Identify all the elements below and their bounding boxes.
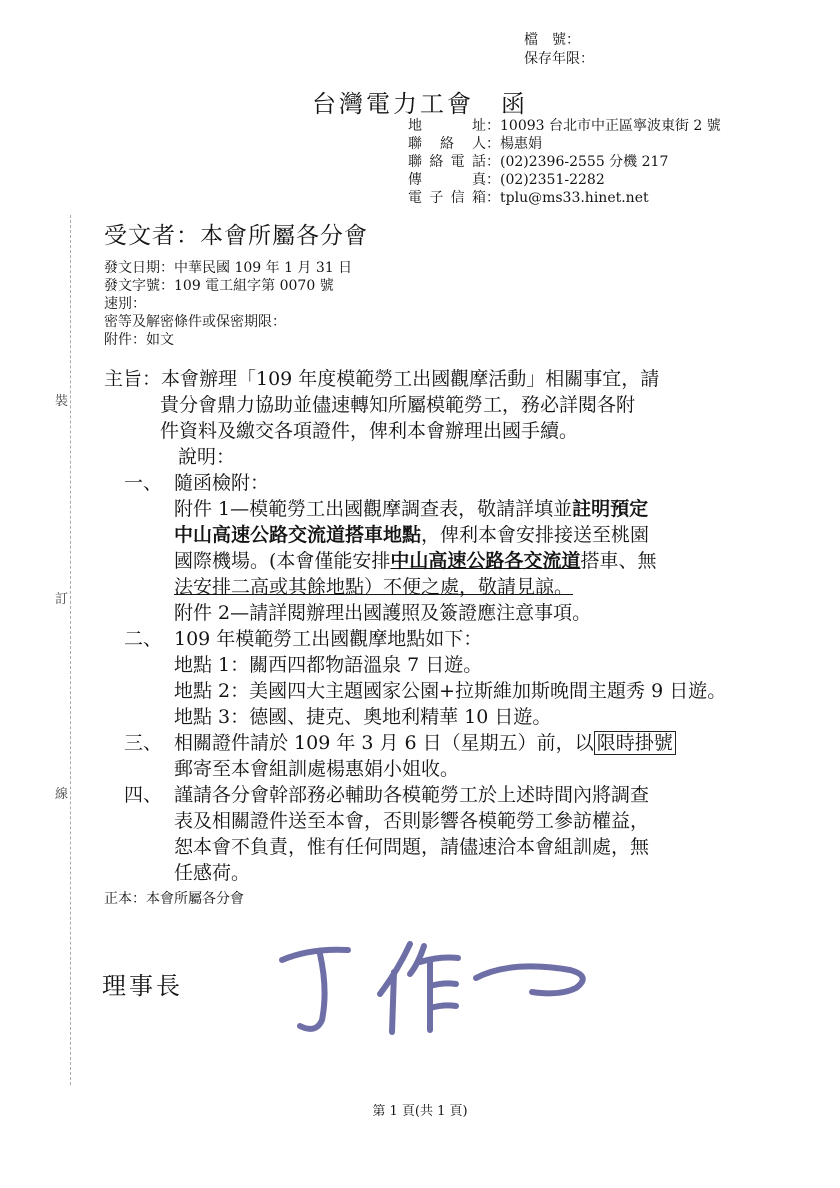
item-four-line-1: 謹請各分會幹部務必輔助各模範勞工於上述時間內將調查 — [174, 784, 650, 806]
org-contact-person-row: 聯 絡 人：楊惠娟 — [408, 136, 542, 152]
item-number: 一、 — [124, 472, 163, 494]
subject-line-2: 貴分會鼎力協助並儘速轉知所屬模範勞工，務必詳閱各附 — [160, 394, 636, 416]
handwritten-signature — [270, 930, 610, 1040]
explanation-label: 說明： — [178, 446, 236, 468]
item-four-line-4: 任感荷。 — [174, 862, 251, 884]
org-email-row: 電子信箱：tplu@ms33.hinet.net — [408, 190, 649, 206]
item-number: 二、 — [124, 628, 163, 650]
location-3: 地點 3：德國、捷克、奧地利精華 10 日遊。 — [174, 706, 552, 728]
subject-line-3: 件資料及繳交各項證件，俾利本會辦理出國手續。 — [160, 420, 579, 442]
attachment-1-line-2: 中山高速公路交流道搭車地點，俾利本會安排接送至桃園 — [174, 524, 650, 546]
retention-period-label: 保存年限： — [524, 51, 594, 67]
attachment-1-line-4: 法安排二高或其餘地點）不便之處，敬請見諒。 — [174, 576, 574, 598]
item-one-heading: 隨函檢附： — [174, 472, 270, 494]
item-number: 四、 — [124, 784, 163, 806]
attachment-note: 附件：如文 — [104, 332, 174, 348]
page-number: 第 1 頁(共 1 頁) — [372, 1104, 468, 1119]
margin-mark-line: 線 — [55, 787, 69, 802]
copy-to: 正本：本會所屬各分會 — [104, 891, 244, 907]
attachment-1-line-3: 國際機場。(本會僅能安排中山高速公路各交流道搭車、無 — [174, 550, 657, 572]
reference-number: 發文字號：109 電工組字第 0070 號 — [104, 278, 334, 294]
document-title: 台灣電力工會 函 — [312, 90, 528, 118]
attachment-2-line: 附件 2—請詳閱辦理出國護照及簽證應注意事項。 — [174, 602, 592, 624]
delivery-speed: 速別： — [104, 296, 146, 312]
item-one — [104, 470, 754, 626]
org-contact-info — [408, 118, 721, 208]
org-phone-row: 聯絡電話：(02)2396-2555 分機 217 — [408, 154, 669, 170]
margin-mark-staple: 訂 — [55, 592, 69, 607]
binding-margin-line — [70, 215, 72, 1085]
file-meta — [524, 32, 594, 70]
location-1: 地點 1：關西四都物語溫泉 7 日遊。 — [174, 654, 483, 676]
item-four-line-2: 表及相關證件送至本會，否則影響各模範勞工參訪權益， — [174, 810, 650, 832]
issue-date: 發文日期：中華民國 109 年 1 月 31 日 — [104, 260, 353, 276]
item-three — [104, 730, 754, 782]
item-two — [104, 626, 754, 730]
attachment-1-line-1: 附件 1—模範勞工出國觀摩調查表，敬請詳填並註明預定 — [174, 498, 649, 520]
item-number: 三、 — [124, 732, 163, 754]
secrecy-level: 密等及解密條件或保密期限： — [104, 314, 286, 330]
org-fax-row: 傳 真：(02)2351-2282 — [408, 172, 605, 188]
org-address-row: 地 址：10093 台北市中正區寧波東街 2 號 — [408, 118, 721, 134]
item-two-heading: 109 年模範勞工出國觀摩地點如下： — [174, 628, 483, 650]
location-2: 地點 2：美國四大主題國家公園+拉斯維加斯晚間主題秀 9 日遊。 — [174, 680, 727, 702]
item-three-line-1: 相關證件請於 109 年 3 月 6 日（星期五）前，以 限時掛號 — [174, 730, 754, 756]
item-four-line-3: 恕本會不負責，惟有任何問題，請儘速洽本會組訓處，無 — [174, 836, 650, 858]
chairman-label: 理事長 — [102, 972, 183, 1000]
margin-mark-bind: 裝 — [55, 394, 69, 409]
subject-line-1: 主旨：本會辦理「109 年度模範勞工出國觀摩活動」相關事宜，請 — [104, 368, 660, 390]
recipient: 受文者：本會所屬各分會 — [104, 223, 368, 249]
item-four — [104, 782, 754, 886]
archive-number-label: 檔 號： — [524, 32, 580, 48]
item-three-line-2: 郵寄至本會組訓處楊惠娟小姐收。 — [174, 758, 460, 780]
document-meta — [104, 260, 352, 350]
letter-body — [104, 366, 754, 886]
registered-mail-box: 限時掛號 — [594, 731, 676, 755]
